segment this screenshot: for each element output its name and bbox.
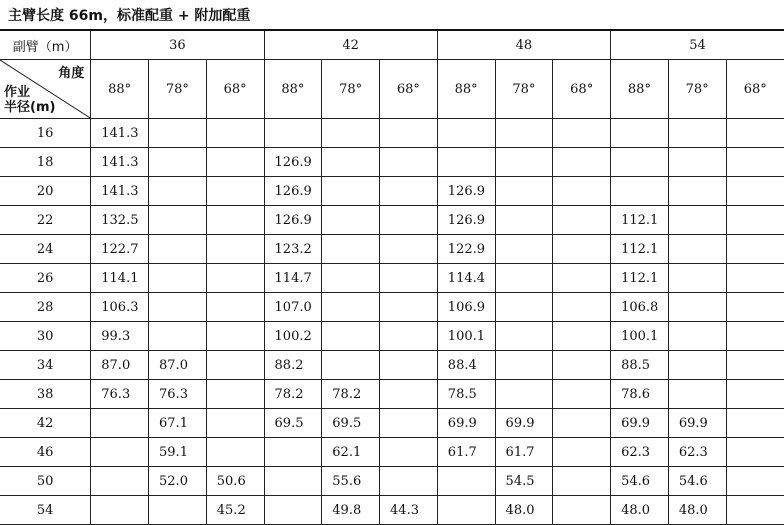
load-value-cell: 87.0 xyxy=(91,351,149,380)
load-value-cell xyxy=(322,235,380,264)
radius-cell: 50 xyxy=(0,467,91,496)
load-value-cell: 141.3 xyxy=(91,177,149,206)
load-value-cell xyxy=(149,235,207,264)
load-value-cell: 87.0 xyxy=(149,351,207,380)
radius-cell: 20 xyxy=(0,177,91,206)
load-value-cell xyxy=(726,467,784,496)
load-value-cell xyxy=(495,206,553,235)
load-value-cell: 45.2 xyxy=(206,496,264,525)
load-value-cell xyxy=(149,496,207,525)
load-value-cell xyxy=(149,119,207,148)
load-value-cell xyxy=(495,264,553,293)
load-value-cell xyxy=(726,148,784,177)
load-value-cell xyxy=(322,177,380,206)
load-value-cell xyxy=(437,467,495,496)
table-row xyxy=(0,380,784,409)
load-value-cell: 126.9 xyxy=(437,177,495,206)
load-value-cell: 76.3 xyxy=(149,380,207,409)
load-value-cell: 106.9 xyxy=(437,293,495,322)
load-value-cell xyxy=(380,409,438,438)
load-value-cell: 69.5 xyxy=(264,409,322,438)
load-value-cell xyxy=(322,264,380,293)
load-value-cell: 78.2 xyxy=(264,380,322,409)
load-value-cell xyxy=(322,322,380,351)
load-value-cell: 122.9 xyxy=(437,235,495,264)
load-value-cell: 61.7 xyxy=(437,438,495,467)
load-value-cell xyxy=(611,177,669,206)
load-value-cell xyxy=(726,206,784,235)
load-value-cell xyxy=(553,380,611,409)
table-caption: 主臂长度 66m，标准配重 + 附加配重 xyxy=(8,8,251,24)
load-value-cell xyxy=(726,293,784,322)
angle-axis-label: 角度 xyxy=(58,66,85,81)
radius-cell: 26 xyxy=(0,264,91,293)
load-value-cell: 141.3 xyxy=(91,119,149,148)
radius-cell: 28 xyxy=(0,293,91,322)
radius-cell: 54 xyxy=(0,496,91,525)
load-value-cell xyxy=(668,380,726,409)
load-value-cell xyxy=(91,467,149,496)
load-value-cell: 62.3 xyxy=(668,438,726,467)
load-value-cell xyxy=(553,438,611,467)
load-value-cell xyxy=(91,438,149,467)
load-value-cell xyxy=(264,438,322,467)
load-value-cell xyxy=(668,206,726,235)
load-value-cell: 48.0 xyxy=(495,496,553,525)
radius-cell: 22 xyxy=(0,206,91,235)
load-value-cell xyxy=(726,322,784,351)
load-value-cell xyxy=(668,264,726,293)
load-value-cell xyxy=(437,148,495,177)
load-value-cell: 54.6 xyxy=(668,467,726,496)
load-value-cell: 61.7 xyxy=(495,438,553,467)
load-value-cell: 126.9 xyxy=(264,148,322,177)
load-value-cell xyxy=(726,438,784,467)
jib-header-label: 副臂（m） xyxy=(0,31,91,60)
load-value-cell xyxy=(495,177,553,206)
load-value-cell xyxy=(206,438,264,467)
load-value-cell: 88.2 xyxy=(264,351,322,380)
radius-axis-label-line1: 作业 xyxy=(4,85,31,100)
load-value-cell: 107.0 xyxy=(264,293,322,322)
load-value-cell xyxy=(553,409,611,438)
load-value-cell: 62.3 xyxy=(611,438,669,467)
load-value-cell xyxy=(380,293,438,322)
jib-length-54: 54 xyxy=(611,31,784,60)
load-value-cell xyxy=(380,119,438,148)
load-value-cell: 132.5 xyxy=(91,206,149,235)
load-value-cell: 67.1 xyxy=(149,409,207,438)
load-value-cell xyxy=(668,148,726,177)
load-value-cell: 49.8 xyxy=(322,496,380,525)
load-value-cell: 78.2 xyxy=(322,380,380,409)
table-row xyxy=(0,148,784,177)
angle-cell: 68° xyxy=(206,60,264,119)
load-value-cell: 114.7 xyxy=(264,264,322,293)
load-value-cell: 114.1 xyxy=(91,264,149,293)
load-value-cell xyxy=(206,293,264,322)
table-row xyxy=(0,177,784,206)
diagonal-header-cell xyxy=(0,60,91,119)
load-value-cell xyxy=(495,293,553,322)
load-value-cell xyxy=(495,148,553,177)
load-value-cell xyxy=(553,206,611,235)
load-value-cell xyxy=(668,322,726,351)
load-value-cell xyxy=(380,351,438,380)
jib-length-header-row xyxy=(0,31,784,60)
load-value-cell xyxy=(206,177,264,206)
radius-axis-label-line2: 半径(m) xyxy=(4,100,56,115)
angle-cell: 68° xyxy=(726,60,784,119)
load-value-cell: 62.1 xyxy=(322,438,380,467)
load-chart-table xyxy=(0,31,784,525)
angle-cell: 78° xyxy=(322,60,380,119)
jib-length-36: 36 xyxy=(91,31,264,60)
load-value-cell xyxy=(264,467,322,496)
load-value-cell: 48.0 xyxy=(668,496,726,525)
load-value-cell xyxy=(380,322,438,351)
load-value-cell: 126.9 xyxy=(437,206,495,235)
load-value-cell xyxy=(380,148,438,177)
load-value-cell: 112.1 xyxy=(611,264,669,293)
load-value-cell xyxy=(149,206,207,235)
table-row xyxy=(0,119,784,148)
load-value-cell xyxy=(726,177,784,206)
angle-cell: 78° xyxy=(668,60,726,119)
load-value-cell xyxy=(611,148,669,177)
load-value-cell xyxy=(553,293,611,322)
radius-axis-label xyxy=(4,85,55,115)
load-value-cell: 48.0 xyxy=(611,496,669,525)
load-value-cell: 55.6 xyxy=(322,467,380,496)
load-value-cell xyxy=(149,177,207,206)
load-value-cell: 69.5 xyxy=(322,409,380,438)
load-value-cell: 112.1 xyxy=(611,235,669,264)
load-value-cell: 50.6 xyxy=(206,467,264,496)
load-value-cell: 99.3 xyxy=(91,322,149,351)
radius-cell: 42 xyxy=(0,409,91,438)
load-value-cell: 88.5 xyxy=(611,351,669,380)
angle-cell: 88° xyxy=(611,60,669,119)
load-value-cell: 126.9 xyxy=(264,177,322,206)
load-value-cell: 122.7 xyxy=(91,235,149,264)
load-value-cell xyxy=(91,409,149,438)
radius-cell: 34 xyxy=(0,351,91,380)
load-value-cell: 126.9 xyxy=(264,206,322,235)
load-value-cell xyxy=(553,467,611,496)
table-row xyxy=(0,206,784,235)
load-value-cell xyxy=(206,235,264,264)
load-value-cell xyxy=(206,119,264,148)
load-value-cell xyxy=(206,351,264,380)
load-value-cell: 52.0 xyxy=(149,467,207,496)
load-value-cell xyxy=(380,467,438,496)
load-value-cell: 78.5 xyxy=(437,380,495,409)
load-value-cell: 141.3 xyxy=(91,148,149,177)
load-value-cell xyxy=(322,351,380,380)
load-value-cell xyxy=(206,264,264,293)
load-value-cell xyxy=(668,177,726,206)
load-value-cell xyxy=(495,380,553,409)
load-value-cell xyxy=(726,496,784,525)
load-value-cell xyxy=(553,496,611,525)
load-value-cell: 123.2 xyxy=(264,235,322,264)
load-value-cell xyxy=(611,119,669,148)
load-value-cell xyxy=(668,293,726,322)
load-value-cell: 54.6 xyxy=(611,467,669,496)
load-value-cell xyxy=(380,264,438,293)
table-row xyxy=(0,264,784,293)
load-value-cell xyxy=(380,206,438,235)
load-value-cell xyxy=(380,438,438,467)
load-value-cell xyxy=(668,351,726,380)
radius-cell: 30 xyxy=(0,322,91,351)
radius-cell: 46 xyxy=(0,438,91,467)
load-value-cell xyxy=(495,235,553,264)
load-value-cell xyxy=(553,177,611,206)
table-row xyxy=(0,293,784,322)
load-value-cell xyxy=(380,177,438,206)
table-row xyxy=(0,322,784,351)
angle-cell: 78° xyxy=(495,60,553,119)
load-value-cell xyxy=(726,409,784,438)
table-row xyxy=(0,438,784,467)
load-value-cell xyxy=(322,206,380,235)
load-value-cell: 69.9 xyxy=(437,409,495,438)
load-value-cell xyxy=(437,496,495,525)
load-value-cell xyxy=(206,322,264,351)
load-value-cell xyxy=(668,119,726,148)
load-value-cell: 59.1 xyxy=(149,438,207,467)
load-value-cell xyxy=(264,496,322,525)
load-value-cell xyxy=(553,235,611,264)
load-value-cell: 114.4 xyxy=(437,264,495,293)
load-value-cell xyxy=(149,322,207,351)
load-value-cell: 88.4 xyxy=(437,351,495,380)
angle-cell: 78° xyxy=(149,60,207,119)
load-value-cell: 106.8 xyxy=(611,293,669,322)
table-row xyxy=(0,496,784,525)
angle-cell: 88° xyxy=(437,60,495,119)
load-value-cell xyxy=(149,264,207,293)
load-value-cell xyxy=(437,119,495,148)
load-value-cell: 69.9 xyxy=(611,409,669,438)
load-value-cell: 112.1 xyxy=(611,206,669,235)
angle-cell: 88° xyxy=(264,60,322,119)
load-value-cell xyxy=(206,148,264,177)
load-value-cell: 100.1 xyxy=(611,322,669,351)
load-value-cell xyxy=(553,119,611,148)
load-value-cell xyxy=(726,380,784,409)
table-row xyxy=(0,467,784,496)
load-value-cell: 44.3 xyxy=(380,496,438,525)
load-value-cell: 54.5 xyxy=(495,467,553,496)
load-value-cell: 69.9 xyxy=(495,409,553,438)
load-value-cell xyxy=(553,264,611,293)
load-values-body xyxy=(0,119,784,525)
table-row xyxy=(0,409,784,438)
load-value-cell xyxy=(726,351,784,380)
load-value-cell: 76.3 xyxy=(91,380,149,409)
load-value-cell: 100.2 xyxy=(264,322,322,351)
load-value-cell xyxy=(553,351,611,380)
load-value-cell xyxy=(380,380,438,409)
angle-cell: 68° xyxy=(553,60,611,119)
load-value-cell xyxy=(726,264,784,293)
load-value-cell xyxy=(322,148,380,177)
load-value-cell xyxy=(726,235,784,264)
load-value-cell xyxy=(206,206,264,235)
load-value-cell xyxy=(322,293,380,322)
load-value-cell xyxy=(264,119,322,148)
radius-cell: 16 xyxy=(0,119,91,148)
radius-cell: 18 xyxy=(0,148,91,177)
load-value-cell xyxy=(322,119,380,148)
angle-header-row xyxy=(0,60,784,119)
load-value-cell xyxy=(380,235,438,264)
load-value-cell: 100.1 xyxy=(437,322,495,351)
load-value-cell xyxy=(206,380,264,409)
angle-cell: 68° xyxy=(380,60,438,119)
load-value-cell xyxy=(495,322,553,351)
load-value-cell xyxy=(726,119,784,148)
table-row xyxy=(0,351,784,380)
load-value-cell xyxy=(206,409,264,438)
load-value-cell: 106.3 xyxy=(91,293,149,322)
load-value-cell xyxy=(495,351,553,380)
load-value-cell xyxy=(149,293,207,322)
load-value-cell: 69.9 xyxy=(668,409,726,438)
load-value-cell xyxy=(553,148,611,177)
load-value-cell xyxy=(91,496,149,525)
table-row xyxy=(0,235,784,264)
load-value-cell xyxy=(495,119,553,148)
load-value-cell xyxy=(149,148,207,177)
load-value-cell: 78.6 xyxy=(611,380,669,409)
load-value-cell xyxy=(668,235,726,264)
load-value-cell xyxy=(553,322,611,351)
angle-cell: 88° xyxy=(91,60,149,119)
jib-length-42: 42 xyxy=(264,31,437,60)
jib-length-48: 48 xyxy=(437,31,610,60)
radius-cell: 38 xyxy=(0,380,91,409)
radius-cell: 24 xyxy=(0,235,91,264)
